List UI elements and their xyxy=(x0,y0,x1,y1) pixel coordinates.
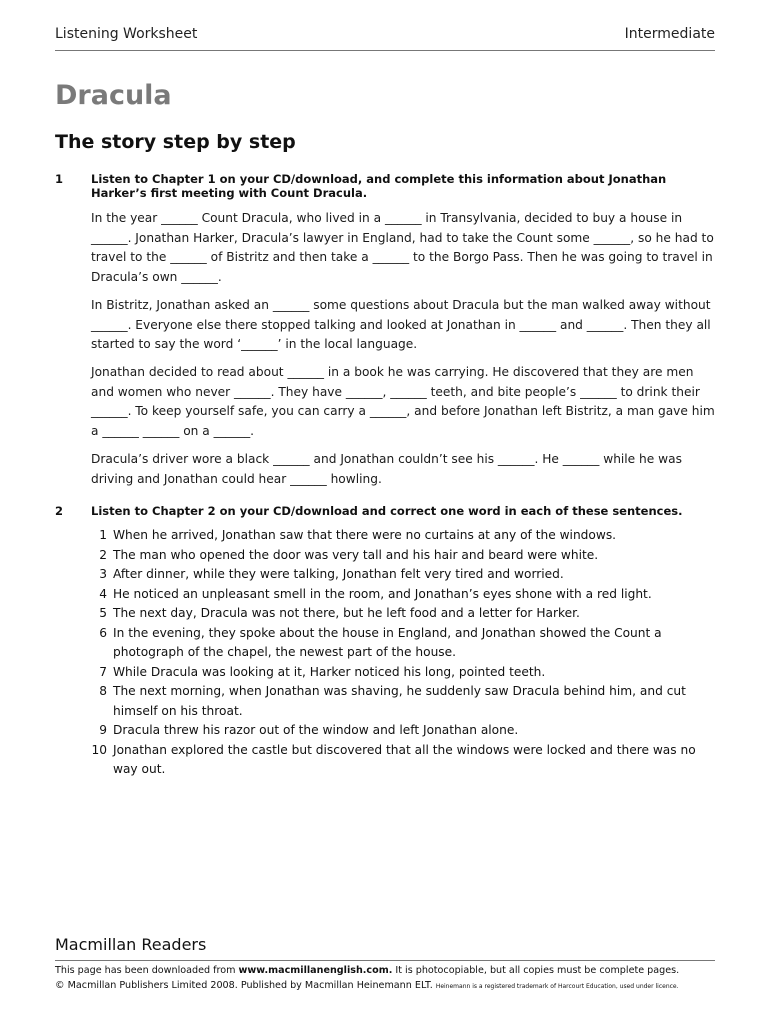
list-item xyxy=(80,663,720,683)
q1-paragraph-3: Jonathan decided to read about ______ in a book he was carrying. He discovered that they are men and women who never ______. They have ______, ______ teeth, and bite people’s ______ to drink their ______. To keep yourself safe, you can carry a ______, and before Jonathan left Bistritz, a man gave him a ______ ______ on a ______. xyxy=(91,365,715,438)
list-item xyxy=(80,546,720,566)
list-item xyxy=(80,526,720,546)
list-item xyxy=(80,721,720,741)
footer-divider xyxy=(55,960,715,961)
footer-download-notice xyxy=(55,965,679,976)
list-item-text: Dracula threw his razor out of the window and left Jonathan alone. xyxy=(113,723,519,737)
list-item-number: 1 xyxy=(99,528,107,542)
footer-text: This page has been downloaded from xyxy=(55,965,239,976)
list-item-text: The next morning, when Jonathan was shaving, he suddenly saw Dracula behind him, and cut himself on his throat. xyxy=(113,684,686,718)
list-item xyxy=(80,741,720,780)
section-title: The story step by step xyxy=(55,131,296,153)
question-1-number: 1 xyxy=(55,172,64,186)
q1-paragraph-4: Dracula’s driver wore a black ______ and Jonathan couldn’t see his ______. He ______ while he was driving and Jonathan could hear ______ howling. xyxy=(91,452,682,486)
list-item-number: 4 xyxy=(99,586,107,601)
header-divider xyxy=(55,50,715,51)
footer-website-link[interactable]: www.macmillanenglish.com. xyxy=(238,965,393,976)
list-item-text: While Dracula was looking at it, Harker noticed his long, pointed teeth. xyxy=(113,664,546,679)
list-item-text: When he arrived, Jonathan saw that there were no curtains at any of the windows. xyxy=(113,528,617,542)
copyright-text: © Macmillan Publishers Limited 2008. Published by Macmillan Heinemann ELT. xyxy=(55,980,433,991)
publisher-brand: Macmillan Readers xyxy=(55,935,207,954)
list-item-text: He noticed an unpleasant smell in the room, and Jonathan’s eyes shone with a red light. xyxy=(113,586,652,601)
page-title: Dracula xyxy=(55,80,172,111)
header-right: Intermediate xyxy=(624,26,715,42)
trademark-notice: Heinemann is a registered trademark of Harcourt Education, used under licence. xyxy=(435,983,679,990)
list-item-text: The next day, Dracula was not there, but he left food and a letter for Harker. xyxy=(113,606,580,620)
list-item xyxy=(80,585,720,605)
header-left: Listening Worksheet xyxy=(55,26,198,42)
question-1-instruction: Listen to Chapter 1 on your CD/download, and complete this information about Jonathan Harker’s first meeting with Count Dracula. xyxy=(91,172,667,200)
list-item-text: In the evening, they spoke about the house in England, and Jonathan showed the Count a photograph of the chapel, the newest part of the house. xyxy=(113,625,662,659)
list-item-number: 3 xyxy=(99,567,107,581)
question-2-instruction: Listen to Chapter 2 on your CD/download and correct one word in each of these sentences. xyxy=(91,504,683,518)
list-item-number: 9 xyxy=(99,723,107,737)
list-item-number: 5 xyxy=(99,606,107,620)
q1-paragraph-2: In Bistritz, Jonathan asked an ______ some questions about Dracula but the man walked away without ______. Everyone else there stopped talking and looked at Jonathan in ______ and ______. Then they all started to say the word ‘______’ in the local language. xyxy=(91,298,711,351)
list-item xyxy=(80,624,720,663)
list-item xyxy=(80,604,720,624)
list-item-text: After dinner, while they were talking, Jonathan felt very tired and worried. xyxy=(113,567,564,581)
q1-paragraph-1: In the year ______ Count Dracula, who lived in a ______ in Transylvania, decided to buy a house in ______. Jonathan Harker, Dracula’s lawyer in England, had to take the Count some ______, so he had to travel to the ______ of Bistritz and then take a ______ to the Borgo Pass. Then he was going to travel in Dracula’s own ______. xyxy=(91,211,714,284)
list-item-number: 7 xyxy=(99,664,107,679)
list-item xyxy=(80,565,720,585)
list-item xyxy=(80,682,720,721)
question-2-number: 2 xyxy=(55,504,64,518)
q2-sentence-list xyxy=(80,526,720,780)
list-item-number: 10 xyxy=(91,742,107,757)
footer-text: It is photocopiable, but all copies must be complete pages. xyxy=(392,965,680,976)
list-item-text: The man who opened the door was very tall and his hair and beard were white. xyxy=(113,547,599,562)
list-item-number: 8 xyxy=(99,684,107,698)
list-item-text: Jonathan explored the castle but discovered that all the windows were locked and there was no way out. xyxy=(113,742,696,776)
footer-copyright xyxy=(55,980,679,991)
list-item-number: 6 xyxy=(99,625,107,640)
list-item-number: 2 xyxy=(99,547,107,562)
